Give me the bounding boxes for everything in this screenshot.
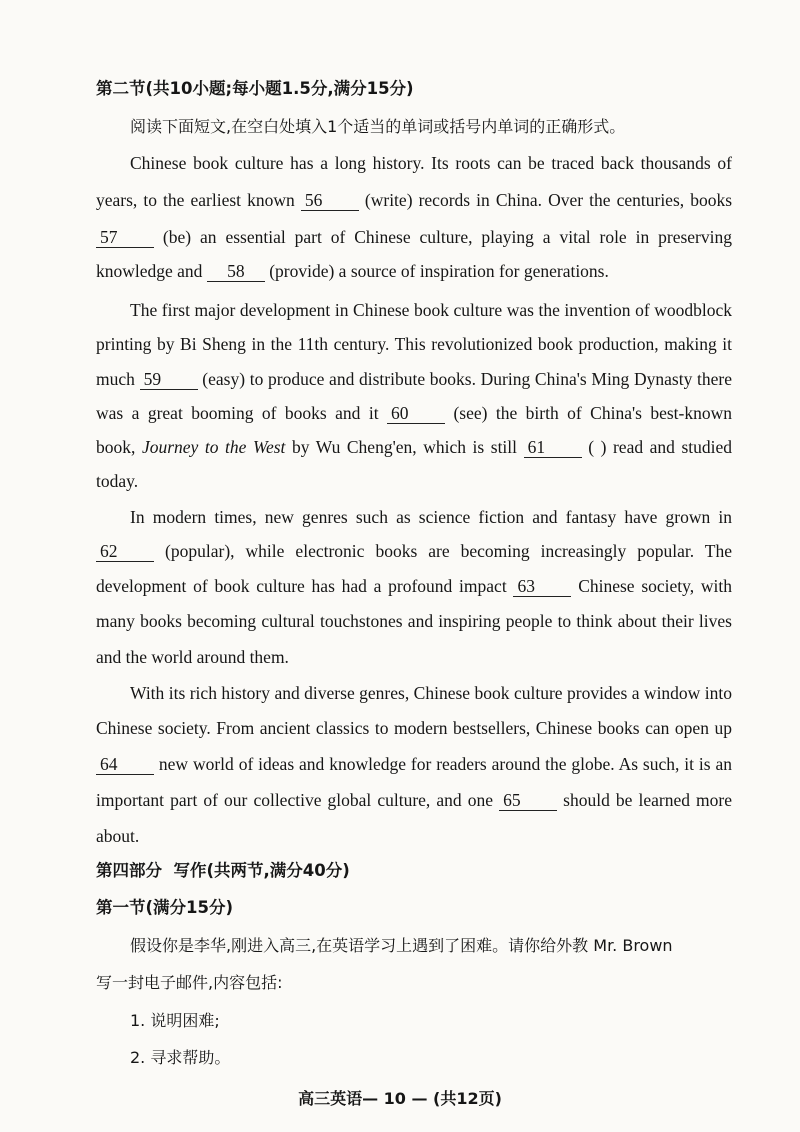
p2-line4 [96,400,732,426]
p4-line1: With its rich history and diverse genres, Chinese book culture provides a window into [130,683,732,703]
p4-line2: Chinese society. From ancient classics to modern bestsellers, Chinese books can open up [96,718,732,738]
p2-text: (see) the birth of China's best-known [453,403,733,423]
section2-header: 第二节(共10小题;每小题1.5分,满分15分) [96,79,414,98]
p3-text: (popular), while electronic books are becoming increasingly popular. The [165,541,732,561]
p3-text: Chinese society, with [578,576,732,596]
blank-59[interactable]: 59 [140,369,198,390]
p4-line4 [96,787,732,813]
p2-text: by Wu Cheng'en, which is still [292,437,518,457]
writing-item-1: 1. 说明困难; [130,1011,220,1030]
p2-text: (easy) to produce and distribute books. During China's Ming Dynasty there [202,369,732,389]
p4-text: important part of our collective global culture, and one [96,790,493,810]
p1-line4 [96,258,732,284]
p3-line3 [96,573,732,599]
p2-text: book, [96,437,136,457]
blank-65[interactable]: 65 [499,790,557,811]
p3-line4: many books becoming cultural touchstones and inspiring people to think about their lives [96,611,732,631]
writing-prompt-line1: 假设你是李华,刚进入高三,在英语学习上遇到了困难。请你给外教 Mr. Brown [130,936,673,955]
part4-header: 第四部分 写作(共两节,满分40分) [96,861,350,880]
part4-section1-header: 第一节(满分15分) [96,898,234,917]
blank-57[interactable]: 57 [96,227,154,248]
blank-60[interactable]: 60 [387,403,445,424]
blank-62[interactable]: 62 [96,541,154,562]
p2-line6: today. [96,471,139,491]
p2-text: was a great booming of books and it [96,403,379,423]
p4-line5: about. [96,826,140,846]
book-title: Journey to the West [141,437,286,457]
p4-text: should be learned more [563,790,733,810]
p3-line5: and the world around them. [96,647,289,667]
p3-line2 [96,538,732,564]
p1-text: (provide) a source of inspiration for generations. [269,261,609,281]
section2-instruction: 阅读下面短文,在空白处填入1个适当的单词或括号内单词的正确形式。 [130,117,626,136]
p1-text: years, to the earliest known [96,190,295,210]
page-footer: 高三英语— 10 — (共12页) [298,1089,502,1108]
p2-line3 [96,366,732,392]
blank-61[interactable]: 61 [524,437,582,458]
writing-item-2: 2. 寻求帮助。 [130,1048,231,1067]
writing-prompt-line2: 写一封电子邮件,内容包括: [96,973,283,992]
p2-line5 [96,434,732,460]
blank-64[interactable]: 64 [96,754,154,775]
p2-text: ( ) read and studied [588,437,733,457]
p4-line3 [96,751,732,777]
p3-line1: In modern times, new genres such as science fiction and fantasy have grown in [130,507,732,527]
p3-text: development of book culture has had a profound impact [96,576,507,596]
p1-line1: Chinese book culture has a long history. Its roots can be traced back thousands of [130,153,732,173]
blank-56[interactable]: 56 [301,190,359,211]
p4-text: new world of ideas and knowledge for readers around the globe. As such, it is an [158,754,732,774]
p2-line1: The first major development in Chinese book culture was the invention of woodblock [130,300,732,320]
p1-text: (be) an essential part of Chinese culture, playing a vital role in preserving [162,227,733,247]
p1-line2 [96,187,732,213]
blank-63[interactable]: 63 [513,576,571,597]
p2-line2: printing by Bi Sheng in the 11th century. This revolutionized book production, making it [96,334,732,354]
p1-text: knowledge and [96,261,203,281]
blank-58[interactable]: 58 [207,261,265,282]
p2-text: much [96,369,135,389]
p1-line3 [96,224,732,250]
p1-text: (write) records in China. Over the centuries, books [364,190,733,210]
